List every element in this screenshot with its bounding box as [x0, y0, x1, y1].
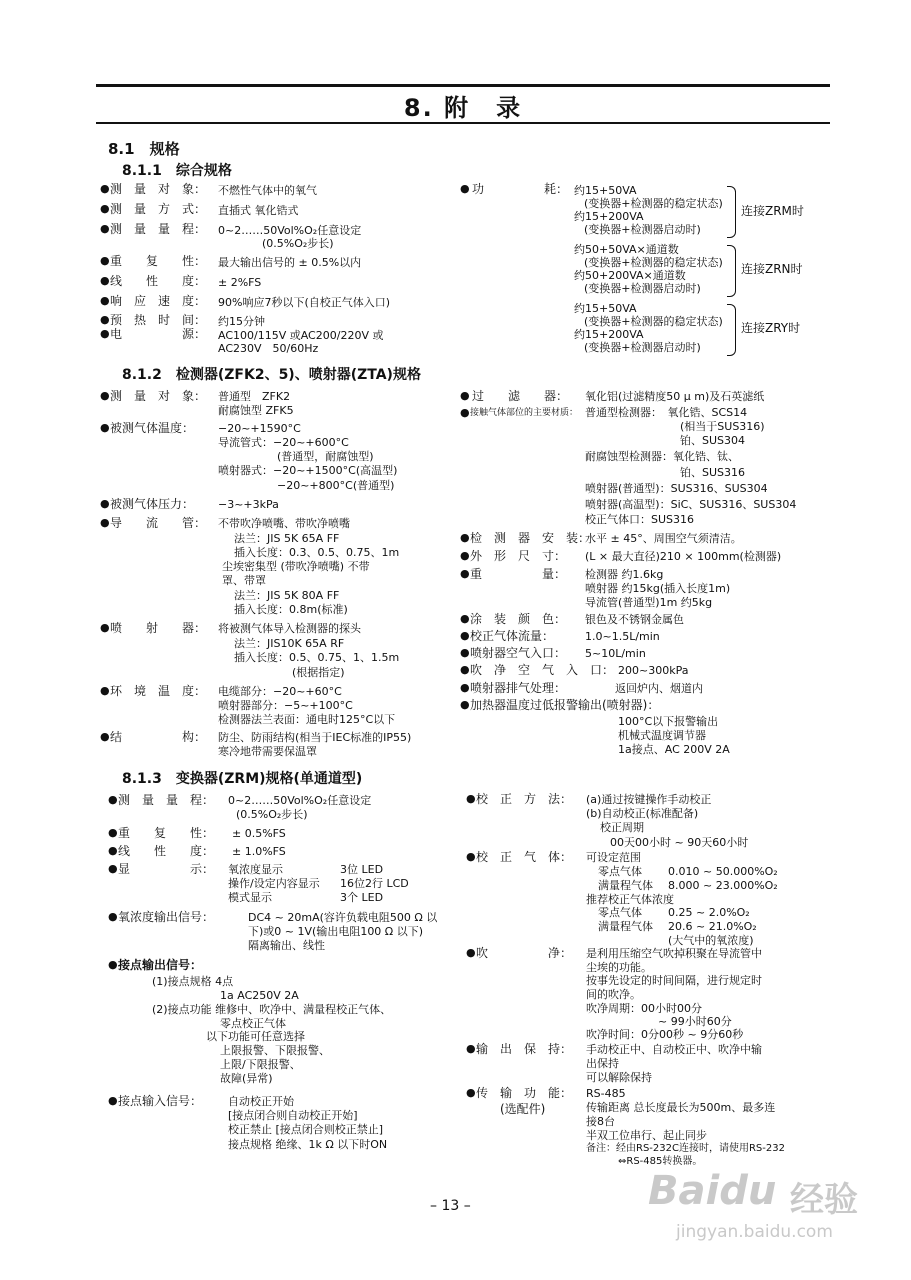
spec-value: 喷射器(高温型)：SiC、SUS316、SUS304 [585, 498, 797, 511]
spec-value: (b)自动校正(标准配备) [586, 807, 699, 820]
bullet-icon: ● [460, 182, 470, 195]
bullet-icon: ● [100, 254, 110, 267]
spec-label: 测 量 量 程： [118, 793, 215, 807]
spec-label: 显 示： [118, 862, 215, 876]
spec-value: 氧化铝(过滤精度50 μ m)及石英滤纸 [585, 390, 765, 403]
spec-value: 不燃性气体中的氧气 [218, 184, 317, 197]
connection-label: 连接ZRM时 [741, 204, 804, 218]
spec-label: 被测气体压力： [110, 497, 195, 511]
spec-value: 0~2……50Vol%O₂任意设定 [218, 224, 362, 237]
bullet-icon: ● [100, 294, 110, 307]
bullet-icon: ● [460, 406, 470, 419]
spec-value: 手动校正中、自动校正中、吹净中输 [586, 1043, 762, 1056]
title-bottom-rule [96, 122, 830, 124]
spec-value: 耐腐蚀型检测器：氧化锆、钛、 [585, 450, 739, 463]
spec-value: 校正禁止 [接点闭合则校正禁止] [228, 1123, 384, 1136]
spec-value: 下)或0 ~ 1V(输出电阻100 Ω 以下) [248, 925, 424, 938]
power-value: (变换器+检测器启动时) [584, 341, 701, 354]
spec-value: 尘埃的功能。 [586, 961, 652, 974]
bullet-icon: ● [100, 684, 110, 697]
spec-value: 16位2行 LCD [340, 877, 409, 890]
spec-value: 零点气体 [598, 865, 642, 878]
bullet-icon: ● [460, 531, 470, 544]
spec-note: ⇔RS-485转换器。 [618, 1156, 703, 1167]
spec-label: 功 耗： [472, 182, 569, 196]
spec-label: 传 输 功 能： [476, 1086, 573, 1100]
power-value: (变换器+检测器的稳定状态) [584, 256, 723, 269]
spec-value: 银色及不锈钢金属色 [585, 613, 684, 626]
section-8-1-2: 8.1.2 检测器(ZFK2、5)、喷射器(ZTA)规格 [122, 367, 421, 383]
spec-label: 氧浓度输出信号： [118, 910, 215, 924]
spec-value: 0.25 ~ 2.0%O₂ [668, 906, 750, 919]
spec-value: 可以解除保持 [586, 1071, 652, 1084]
bullet-icon: ● [100, 516, 110, 529]
spec-value: 约15分钟 [218, 315, 265, 328]
spec-value: 满量程气体 [598, 879, 653, 892]
spec-value: 导流管式：−20~+600°C [218, 436, 349, 449]
spec-label: 测 量 对 象： [110, 182, 207, 196]
spec-value: 隔离输出、线性 [248, 939, 325, 952]
bullet-icon: ● [100, 313, 110, 326]
spec-value: 吹净周期：00小时00分 [586, 1002, 702, 1015]
spec-value: (相当于SUS316) [680, 420, 765, 433]
spec-label: 测 量 对 象： [110, 389, 207, 403]
spec-value: AC230V 50/60Hz [218, 342, 319, 355]
bullet-icon: ● [460, 663, 470, 676]
spec-value: 普通型 ZFK2 [218, 390, 291, 403]
spec-label: 重 复 性： [118, 826, 215, 840]
spec-value: 1a接点、AC 200V 2A [618, 743, 730, 756]
spec-value: 1.0~1.5L/min [585, 630, 660, 643]
spec-value: 插入长度：0.8m(标准) [234, 603, 348, 616]
spec-label: 测 量 方 式： [110, 202, 207, 216]
spec-value: ± 0.5%FS [232, 827, 286, 840]
spec-value: 喷射器 约15kg(插入长度1m) [585, 582, 731, 595]
spec-label: 测 量 量 程： [110, 222, 207, 236]
spec-label: 线 性 度： [118, 844, 215, 858]
spec-value: 寒冷地带需要保温罩 [218, 745, 317, 758]
bullet-icon: ● [108, 910, 118, 923]
spec-value: (2)接点功能 维修中、吹净中、满量程校正气体、 [152, 1003, 392, 1016]
spec-value: (普通型，耐腐蚀型) [277, 450, 374, 463]
brace-icon [727, 186, 736, 238]
spec-value: 氧浓度显示 [228, 863, 283, 876]
spec-value: 法兰：JIS 5K 80A FF [234, 589, 340, 602]
spec-value: 90%响应7秒以下(自校正气体入口) [218, 296, 391, 309]
bullet-icon: ● [100, 327, 110, 340]
spec-value: 机械式温度调节器 [618, 729, 706, 742]
bullet-icon: ● [100, 389, 110, 402]
spec-value: 零点校正气体 [220, 1017, 286, 1030]
spec-label: 导 流 管： [110, 516, 207, 530]
spec-value: 0.010 ~ 50.000%O₂ [668, 865, 778, 878]
spec-value: 铂、SUS316 [680, 466, 746, 479]
spec-value: 校正气体口：SUS316 [585, 513, 695, 526]
bullet-icon: ● [100, 222, 110, 235]
spec-value: DC4 ~ 20mA(容许负载电阻500 Ω 以 [248, 911, 438, 924]
baidu-logo: Baidu [648, 1168, 777, 1214]
power-value: 约50+200VA×通道数 [574, 269, 686, 282]
spec-value: −20~+1590°C [218, 422, 301, 435]
bullet-icon: ● [466, 1042, 476, 1055]
spec-value: ± 1.0%FS [232, 845, 286, 858]
spec-label: 预 热 时 间： [110, 313, 207, 327]
spec-value: 按事先设定的时间间隔，进行规定时 [586, 974, 762, 987]
spec-value: 推荐校正气体浓度 [586, 893, 674, 906]
spec-value: 接8台 [586, 1115, 615, 1128]
page-number: – 13 – [430, 1198, 471, 1214]
bullet-icon: ● [100, 182, 110, 195]
spec-value: 罩、带罩 [222, 574, 266, 587]
power-value: (变换器+检测器启动时) [584, 282, 701, 295]
spec-value: 是利用压缩空气吹掉积聚在导流管中 [586, 947, 762, 960]
bullet-icon: ● [108, 844, 118, 857]
power-value: (变换器+检测器启动时) [584, 223, 701, 236]
spec-value: 上限/下限报警、 [220, 1058, 301, 1071]
spec-value: ± 2%FS [218, 276, 262, 289]
spec-value: 插入长度：0.5、0.75、1、1.5m [234, 651, 400, 664]
spec-label: 接点输入信号： [118, 1094, 203, 1108]
bullet-icon: ● [100, 202, 110, 215]
bullet-icon: ● [108, 826, 118, 839]
spec-value: 导流管(普通型)1m 约5kg [585, 596, 713, 609]
spec-value: (0.5%O₂步长) [236, 808, 308, 821]
bullet-icon: ● [460, 646, 470, 659]
spec-value: 0~2……50Vol%O₂任意设定 [228, 794, 372, 807]
power-value: (变换器+检测器的稳定状态) [584, 315, 723, 328]
spec-value: 吹净时间：0分00秒 ~ 9分60秒 [586, 1028, 744, 1041]
spec-value: 铂、SUS304 [680, 434, 746, 447]
spec-value: RS-485 [586, 1087, 626, 1100]
brace-icon [727, 304, 736, 356]
spec-value: 喷射器(普通型)：SUS316、SUS304 [585, 482, 768, 495]
section-8-1-3: 8.1.3 变换器(ZRM)规格(单通道型) [122, 771, 363, 787]
spec-label: 重 量： [470, 567, 567, 581]
spec-label: 外 形 尺 寸： [470, 549, 567, 563]
spec-value: 水平 ± 45°、周围空气须清洁。 [585, 532, 742, 545]
spec-value: (大气中的氧浓度) [668, 934, 754, 947]
spec-value: 1a AC250V 2A [220, 989, 299, 1002]
power-value: 约15+50VA [574, 184, 637, 197]
spec-label: 环 境 温 度： [110, 684, 207, 698]
spec-value: 20.6 ~ 21.0%O₂ [668, 920, 757, 933]
spec-value: 耐腐蚀型 ZFK5 [218, 404, 294, 417]
title-top-rule [96, 84, 830, 87]
watermark-url: jingyan.baidu.com [676, 1222, 833, 1242]
bullet-icon: ● [100, 497, 110, 510]
spec-label: 吹 净： [476, 946, 573, 960]
spec-value: [接点闭合则自动校正开始] [228, 1109, 358, 1122]
spec-label: 重 复 性： [110, 254, 207, 268]
bullet-icon: ● [100, 730, 110, 743]
spec-value: 出保持 [586, 1057, 619, 1070]
spec-label: 线 性 度： [110, 274, 207, 288]
bullet-icon: ● [466, 1086, 476, 1099]
spec-value: 检测器 约1.6kg [585, 568, 664, 581]
spec-label: 校 正 方 法： [476, 792, 573, 806]
spec-label: 校 正 气 体： [476, 850, 573, 864]
spec-value: 最大输出信号的 ± 0.5%以内 [218, 256, 362, 269]
power-value: 约15+200VA [574, 328, 644, 341]
spec-value: 零点气体 [598, 906, 642, 919]
spec-value: 校正周期 [600, 821, 644, 834]
spec-label: 电 源： [110, 327, 207, 341]
spec-value: 100°C以下报警输出 [618, 715, 719, 728]
spec-value: 将被测气体导入检测器的探头 [218, 622, 361, 635]
spec-label: 喷 射 器： [110, 621, 207, 635]
bullet-icon: ● [466, 946, 476, 959]
bullet-icon: ● [100, 421, 110, 434]
spec-value: 不带吹净喷嘴、带吹净喷嘴 [218, 517, 350, 530]
bullet-icon: ● [108, 958, 118, 971]
spec-value: 满量程气体 [598, 920, 653, 933]
spec-value: 返回炉内、烟道内 [615, 682, 703, 695]
bullet-icon: ● [460, 629, 470, 642]
spec-label: 吹 净 空 气 入 口： [470, 663, 615, 677]
spec-value: 200~300kPa [618, 664, 689, 677]
spec-value: 3位 LED [340, 863, 384, 876]
spec-label: 校正气体流量： [470, 629, 555, 643]
spec-value: 3个 LED [340, 891, 384, 904]
spec-label: 涂 装 颜 色： [470, 612, 567, 626]
power-value: 约15+50VA [574, 302, 637, 315]
connection-label: 连接ZRY时 [741, 321, 801, 335]
spec-value: AC100/115V 或AC200/220V 或 [218, 329, 384, 342]
spec-value: (a)通过按键操作手动校正 [586, 793, 712, 806]
spec-value: −3~+3kPa [218, 498, 279, 511]
jingyan-label: 经验 [790, 1180, 858, 1220]
spec-value: 电缆部分：−20~+60°C [218, 685, 342, 698]
spec-label: 喷射器排气处理： [470, 681, 567, 695]
spec-label: 检 测 器 安 装： [470, 531, 591, 545]
bullet-icon: ● [460, 567, 470, 580]
spec-value: (L × 最大直径)210 × 100mm(检测器) [585, 550, 782, 563]
spec-label: 结 构： [110, 730, 207, 744]
brace-icon [727, 245, 736, 297]
spec-value: 以下功能可任意选择 [206, 1030, 305, 1043]
spec-note: 备注：经由RS-232C连接时，请使用RS-232 [586, 1143, 785, 1154]
bullet-icon: ● [460, 612, 470, 625]
spec-value: (1)接点规格 4点 [152, 975, 234, 988]
spec-value: 自动校正开始 [228, 1095, 294, 1108]
spec-label: 加热器温度过低报警输出(喷射器)： [470, 698, 660, 712]
spec-value: 法兰：JIS10K 65A RF [234, 637, 345, 650]
bullet-icon: ● [466, 850, 476, 863]
section-8-1: 8.1 规格 [108, 140, 180, 158]
spec-label: 响 应 速 度： [110, 294, 207, 308]
spec-value: 普通型检测器： 氧化锆、SCS14 [585, 406, 748, 419]
spec-value: 故障(异常) [220, 1072, 273, 1085]
bullet-icon: ● [460, 698, 470, 711]
spec-label: 输 出 保 持： [476, 1042, 573, 1056]
spec-value: 可设定范围 [586, 851, 641, 864]
bullet-icon: ● [108, 862, 118, 875]
spec-value: −20~+800°C(普通型) [277, 479, 395, 492]
spec-value: 模式显示 [228, 891, 272, 904]
spec-label: 喷射器空气入口： [470, 646, 567, 660]
bullet-icon: ● [108, 793, 118, 806]
spec-value: 间的吹净。 [586, 988, 641, 1001]
connection-label: 连接ZRN时 [741, 262, 803, 276]
spec-label: 过 滤 器： [472, 389, 569, 403]
spec-value: 法兰：JIS 5K 65A FF [234, 532, 340, 545]
power-value: 约15+200VA [574, 210, 644, 223]
spec-value: 接点规格 绝缘、1k Ω 以下时ON [228, 1138, 388, 1151]
spec-value: 00天00小时 ~ 90天60小时 [610, 836, 749, 849]
spec-value: 传输距离 总长度最长为500m、最多连 [586, 1101, 776, 1114]
spec-label: 被测气体温度： [110, 421, 195, 435]
bullet-icon: ● [100, 274, 110, 287]
spec-value: 插入长度：0.3、0.5、0.75、1m [234, 546, 400, 559]
spec-value: 半双工位串行、起止同步 [586, 1129, 707, 1142]
spec-value: 喷射器部分：−5~+100°C [218, 699, 353, 712]
spec-value: 喷射器式：−20~+1500°C(高温型) [218, 464, 398, 477]
section-8-1-1: 8.1.1 综合规格 [122, 163, 232, 179]
bullet-icon: ● [108, 1094, 118, 1107]
spec-label-note: (选配件) [500, 1102, 546, 1116]
bullet-icon: ● [100, 621, 110, 634]
spec-label: 接触气体部位的主要材质： [470, 408, 579, 418]
spec-value: (0.5%O₂步长) [262, 237, 334, 250]
spec-label: 接点输出信号： [118, 958, 203, 972]
spec-value: 8.000 ~ 23.000%O₂ [668, 879, 778, 892]
power-value: (变换器+检测器的稳定状态) [584, 197, 723, 210]
spec-value: 直插式 氧化锆式 [218, 204, 299, 217]
spec-value: (根据指定) [292, 666, 345, 679]
spec-value: 尘埃密集型 (带吹净喷嘴) 不带 [222, 560, 370, 573]
bullet-icon: ● [460, 389, 470, 402]
spec-value: 防尘、防雨结构(相当于IEC标准的IP55) [218, 731, 412, 744]
bullet-icon: ● [460, 549, 470, 562]
bullet-icon: ● [466, 792, 476, 805]
spec-value: 检测器法兰表面：通电时125°C以下 [218, 713, 396, 726]
page-title: 8. 附 录 [403, 94, 523, 122]
spec-value: 操作/设定内容显示 [228, 877, 320, 890]
spec-value: ~ 99小时60分 [658, 1015, 732, 1028]
bullet-icon: ● [460, 681, 470, 694]
power-value: 约50+50VA×通道数 [574, 243, 679, 256]
spec-value: 5~10L/min [585, 647, 646, 660]
spec-value: 上限报警、下限报警、 [220, 1044, 330, 1057]
